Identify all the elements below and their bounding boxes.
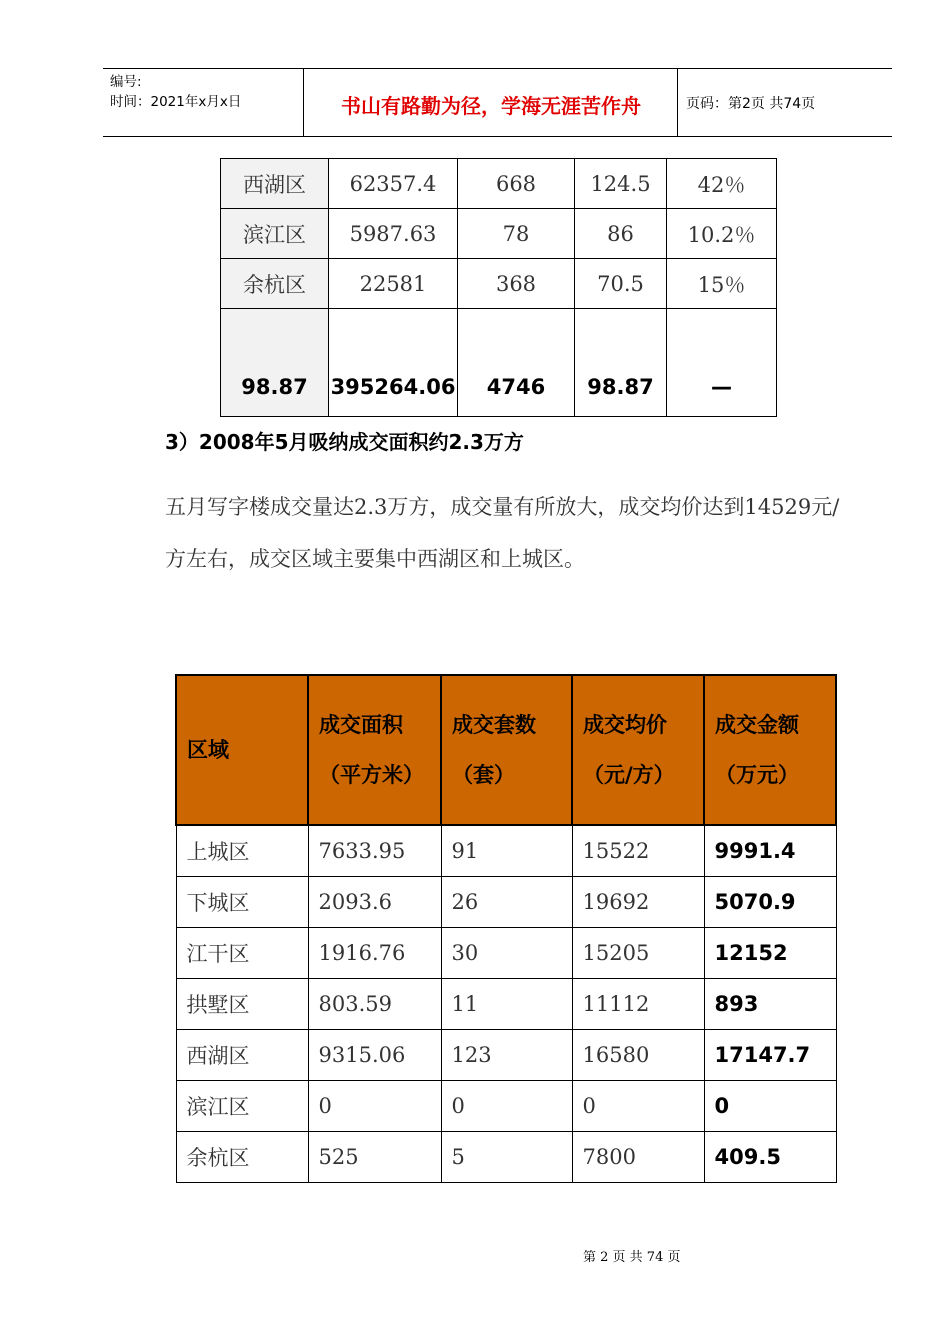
table-cell: 0 [572, 1081, 704, 1132]
table-cell: 0 [704, 1081, 836, 1132]
table-cell: 12152 [704, 928, 836, 979]
total-cell: — [667, 309, 777, 417]
table-cell: 15％ [667, 259, 777, 309]
total-cell: 4746 [458, 309, 575, 417]
column-header: 区域 [176, 675, 308, 825]
table-cell: 78 [458, 209, 575, 259]
may-transactions-table [175, 674, 837, 1183]
table-cell: 803.59 [308, 979, 441, 1030]
section-heading: 3）2008年5月吸纳成交面积约2.3万方 [165, 430, 524, 454]
table-cell: 江干区 [176, 928, 308, 979]
table-cell: 17147.7 [704, 1030, 836, 1081]
table-cell: 拱墅区 [176, 979, 308, 1030]
table-cell: 22581 [329, 259, 458, 309]
section-paragraph: 五月写字楼成交量达2.3万方，成交量有所放大，成交均价达到14529元/方左右，成交区域主要集中西湖区和上城区。 [165, 495, 840, 571]
header-bottom-rule [103, 136, 892, 137]
table-row [221, 259, 777, 309]
table-cell: 10.2％ [667, 209, 777, 259]
table-cell: 11 [441, 979, 572, 1030]
table-cell: 86 [575, 209, 667, 259]
total-cell: 98.87 [575, 309, 667, 417]
table-row [176, 979, 836, 1030]
district-summary-table [220, 158, 777, 417]
table-cell: 5987.63 [329, 209, 458, 259]
table-cell: 上城区 [176, 825, 308, 877]
table-cell: 15522 [572, 825, 704, 877]
table-cell: 91 [441, 825, 572, 877]
table-cell: 滨江区 [221, 209, 329, 259]
column-header: 成交套数（套） [441, 675, 572, 825]
table-cell: 123 [441, 1030, 572, 1081]
total-cell: 98.87 [221, 309, 329, 417]
table-cell: 70.5 [575, 259, 667, 309]
code-label: 编号: [110, 74, 142, 90]
time-label: 时间：2021年x月x日 [110, 94, 242, 110]
table-cell: 15205 [572, 928, 704, 979]
table-cell: 124.5 [575, 159, 667, 209]
table-row [221, 209, 777, 259]
table-row [176, 825, 836, 877]
table-cell: 668 [458, 159, 575, 209]
column-header: 成交面积（平方米） [308, 675, 441, 825]
table-cell: 19692 [572, 877, 704, 928]
table-row [221, 159, 777, 209]
header-page-label: 页码：第2页 共74页 [686, 96, 816, 112]
table-cell: 余杭区 [176, 1132, 308, 1183]
table-row [176, 1081, 836, 1132]
table-cell: 62357.4 [329, 159, 458, 209]
table-cell: 2093.6 [308, 877, 441, 928]
table-cell: 368 [458, 259, 575, 309]
table-cell: 滨江区 [176, 1081, 308, 1132]
column-header: 成交金额（万元） [704, 675, 836, 825]
table-cell: 5 [441, 1132, 572, 1183]
table-cell: 42％ [667, 159, 777, 209]
table-cell: 1916.76 [308, 928, 441, 979]
table-cell: 7800 [572, 1132, 704, 1183]
table-row [176, 1132, 836, 1183]
table-row [176, 1030, 836, 1081]
total-cell: 395264.06 [329, 309, 458, 417]
table-cell: 西湖区 [221, 159, 329, 209]
table-cell: 409.5 [704, 1132, 836, 1183]
table-cell: 余杭区 [221, 259, 329, 309]
footer-page-number: 第 2 页 共 74 页 [583, 1250, 681, 1265]
table-cell: 西湖区 [176, 1030, 308, 1081]
header-top-rule [103, 68, 892, 69]
table-header-row [176, 675, 836, 825]
table-cell: 7633.95 [308, 825, 441, 877]
table-cell: 下城区 [176, 877, 308, 928]
table-cell: 11112 [572, 979, 704, 1030]
table-row [176, 928, 836, 979]
table-cell: 0 [308, 1081, 441, 1132]
table-cell: 0 [441, 1081, 572, 1132]
table-row [176, 877, 836, 928]
table-cell: 893 [704, 979, 836, 1030]
table-cell: 30 [441, 928, 572, 979]
total-row [221, 309, 777, 417]
table-cell: 9315.06 [308, 1030, 441, 1081]
table-cell: 5070.9 [704, 877, 836, 928]
table-cell: 16580 [572, 1030, 704, 1081]
column-header: 成交均价（元/方） [572, 675, 704, 825]
table-cell: 9991.4 [704, 825, 836, 877]
header-left [110, 72, 241, 112]
table-cell: 525 [308, 1132, 441, 1183]
table-cell: 26 [441, 877, 572, 928]
header-motto: 书山有路勤为径，学海无涯苦作舟 [341, 94, 641, 118]
